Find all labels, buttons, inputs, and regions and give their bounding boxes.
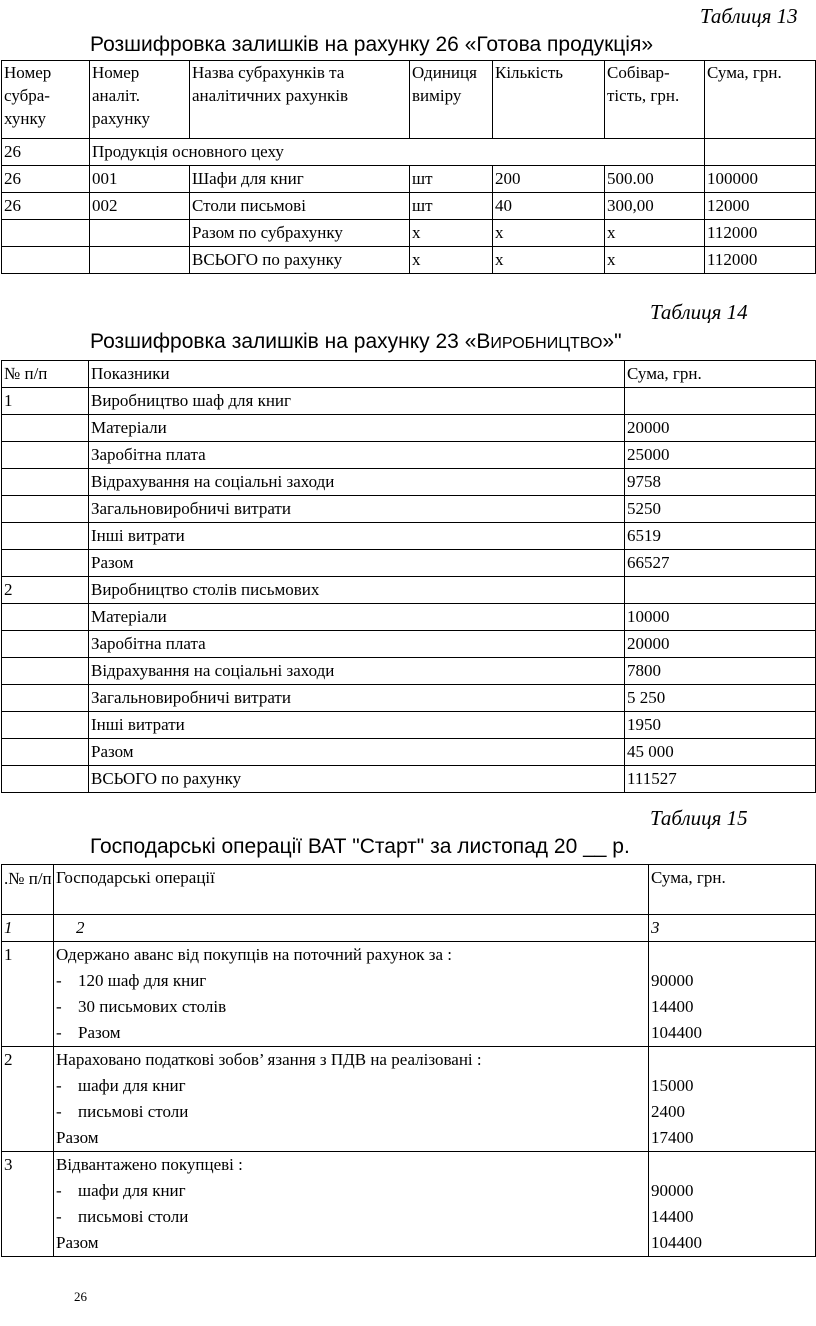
list-dash: - [56, 1207, 62, 1226]
t15-item-text: шафи для книг [78, 1076, 186, 1095]
table-15 [1, 864, 816, 1257]
table-15-label: Таблиця 15 [650, 806, 748, 830]
table-14-title-start: Розшифровка залишків на рахунку 23 «В [90, 330, 491, 353]
t14-cell: Загальновиробничі витрати [89, 685, 625, 712]
t14-cell: Разом [89, 739, 625, 766]
t13-cell: х [493, 220, 605, 247]
t15-item-sum: 90000 [651, 971, 694, 990]
t14-cell [2, 766, 89, 793]
table-row [2, 442, 816, 469]
t14-cell [2, 442, 89, 469]
t14-cell [2, 658, 89, 685]
t13-cell: 26 [2, 139, 90, 166]
table-row [2, 577, 816, 604]
table-row [2, 469, 816, 496]
list-dash: - [56, 971, 62, 990]
t14-cell [625, 388, 816, 415]
t13-cell: х [410, 220, 493, 247]
table-15-number-row [2, 915, 816, 942]
t14-cell: 45 000 [625, 739, 816, 766]
t15-op-item [56, 1230, 648, 1256]
table-row [2, 523, 816, 550]
table-row [2, 550, 816, 577]
t14-cell [2, 415, 89, 442]
t13-cell: 112000 [705, 220, 816, 247]
t15-op-number: 3 [2, 1152, 54, 1257]
t14-cell [2, 496, 89, 523]
t15-num-cell: 2 [54, 915, 649, 942]
t15-item-text: 30 письмових столів [78, 997, 227, 1016]
t13-cell: 001 [90, 166, 190, 193]
table-row [2, 739, 816, 766]
t14-cell: 6519 [625, 523, 816, 550]
t13-cell [705, 139, 816, 166]
t15-header-cell: Господарські операції [54, 865, 649, 915]
table-13-label: Таблиця 13 [700, 4, 798, 28]
t14-cell [625, 577, 816, 604]
t14-header-cell: Показники [89, 361, 625, 388]
t14-cell: 10000 [625, 604, 816, 631]
t13-cell: 200 [493, 166, 605, 193]
t13-cell [90, 220, 190, 247]
t14-cell: Матеріали [89, 604, 625, 631]
t14-cell [2, 469, 89, 496]
t14-cell: 1950 [625, 712, 816, 739]
t15-item-text: письмові столи [78, 1207, 189, 1226]
t14-cell: Загальновиробничі витрати [89, 496, 625, 523]
table-row [2, 658, 816, 685]
list-dash: - [56, 1181, 62, 1200]
t15-op-item [56, 1178, 648, 1204]
t14-cell: 20000 [625, 631, 816, 658]
t13-cell: Разом по субрахунку [190, 220, 410, 247]
list-dash: - [56, 997, 62, 1016]
t14-header-cell: № п/п [2, 361, 89, 388]
t14-cell: Виробництво столів письмових [89, 577, 625, 604]
t14-cell: Відрахування на соціальні заходи [89, 469, 625, 496]
t13-header-cell: Сума, грн. [705, 61, 816, 139]
t15-op-title: Відвантажено покупцеві : [56, 1155, 243, 1174]
table-row [2, 388, 816, 415]
table-13-header-row [2, 61, 816, 139]
t15-op-number: 1 [2, 942, 54, 1047]
table-row [2, 631, 816, 658]
t14-cell [2, 523, 89, 550]
t15-header-cell: Сума, грн. [649, 865, 816, 915]
t14-cell: 7800 [625, 658, 816, 685]
t14-cell [2, 739, 89, 766]
t15-item-sum: 2400 [651, 1102, 685, 1121]
t14-cell: Відрахування на соціальні заходи [89, 658, 625, 685]
t13-cell-section: Продукція основного цеху [90, 139, 705, 166]
t13-header-cell: Собівар-тість, грн. [605, 61, 705, 139]
t15-item-sum: 17400 [651, 1128, 694, 1147]
table-14-header-row [2, 361, 816, 388]
t13-cell: х [493, 247, 605, 274]
table-14-label: Таблиця 14 [650, 300, 748, 324]
table-15-header-row [2, 865, 816, 915]
t15-op-item [56, 1204, 648, 1230]
t13-header-cell: Кількість [493, 61, 605, 139]
table-14 [1, 360, 816, 793]
table-row [2, 193, 816, 220]
t15-op-description [54, 942, 649, 1047]
t13-cell: 500.00 [605, 166, 705, 193]
t15-op-item [56, 1099, 648, 1125]
t13-header-cell: Номер аналіт. рахунку [90, 61, 190, 139]
t15-op-title: Нараховано податкові зобов’ язання з ПДВ на реалізовані : [56, 1050, 482, 1069]
t13-cell: 40 [493, 193, 605, 220]
t15-item-text: Разом [78, 1023, 121, 1042]
t14-cell: Інші витрати [89, 712, 625, 739]
t13-cell: 26 [2, 193, 90, 220]
t15-op-description [54, 1152, 649, 1257]
t14-header-cell: Сума, грн. [625, 361, 816, 388]
t14-cell: Разом [89, 550, 625, 577]
t15-header-cell: .№ п/п [2, 865, 54, 915]
table-13 [1, 60, 816, 274]
table-row [2, 1152, 816, 1257]
list-dash: - [56, 1023, 62, 1042]
t13-cell: х [605, 220, 705, 247]
t14-cell: 5250 [625, 496, 816, 523]
t13-header-cell: Назва субрахунків та аналітичних рахунків [190, 61, 410, 139]
t15-op-title: Одержано аванс від покупців на поточний рахунок за : [56, 945, 452, 964]
t14-cell: 66527 [625, 550, 816, 577]
t13-cell: Столи письмові [190, 193, 410, 220]
t13-cell: х [605, 247, 705, 274]
t13-cell: 112000 [705, 247, 816, 274]
t13-cell: ВСЬОГО по рахунку [190, 247, 410, 274]
t15-op-item [56, 1020, 648, 1046]
table-row [2, 220, 816, 247]
t13-cell [2, 220, 90, 247]
t14-cell [2, 631, 89, 658]
t13-cell: 12000 [705, 193, 816, 220]
t15-item-text: Разом [56, 1233, 99, 1252]
t15-item-sum: 104400 [651, 1233, 702, 1252]
t15-item-sum: 15000 [651, 1076, 694, 1095]
t14-cell: 2 [2, 577, 89, 604]
t13-header-cell: Одиниця виміру [410, 61, 493, 139]
t15-num-cell: 1 [2, 915, 54, 942]
t14-cell: Заробітна плата [89, 442, 625, 469]
t15-item-sum: 14400 [651, 997, 694, 1016]
table-row [2, 604, 816, 631]
t14-cell [2, 604, 89, 631]
t13-cell: Шафи для книг [190, 166, 410, 193]
t14-cell [2, 550, 89, 577]
t15-item-text: Разом [56, 1128, 99, 1147]
t14-cell: Виробництво шаф для книг [89, 388, 625, 415]
t14-cell: Заробітна плата [89, 631, 625, 658]
t13-cell: 26 [2, 166, 90, 193]
t13-header-cell: Номер субра-хунку [2, 61, 90, 139]
t15-op-sums [649, 1047, 816, 1152]
list-dash: - [56, 1076, 62, 1095]
t14-cell: 111527 [625, 766, 816, 793]
t13-cell [90, 247, 190, 274]
t15-item-text: шафи для книг [78, 1181, 186, 1200]
t15-item-sum: 14400 [651, 1207, 694, 1226]
list-dash: - [56, 1102, 62, 1121]
t15-op-sums [649, 942, 816, 1047]
t15-op-number: 2 [2, 1047, 54, 1152]
t14-cell [2, 685, 89, 712]
t13-cell: х [410, 247, 493, 274]
table-14-title-end: »" [602, 330, 622, 353]
t13-cell: 300,00 [605, 193, 705, 220]
t13-cell: 002 [90, 193, 190, 220]
t15-item-sum: 90000 [651, 1181, 694, 1200]
table-15-title: Господарські операції ВАТ "Старт" за листопад 20 __ р. [90, 835, 630, 858]
t13-cell: шт [410, 193, 493, 220]
t15-op-sums [649, 1152, 816, 1257]
t14-cell: 5 250 [625, 685, 816, 712]
t15-op-item [56, 1073, 648, 1099]
t13-cell: 100000 [705, 166, 816, 193]
t15-item-sum: 104400 [651, 1023, 702, 1042]
t15-op-item [56, 994, 648, 1020]
t14-cell: ВСЬОГО по рахунку [89, 766, 625, 793]
t15-item-text: письмові столи [78, 1102, 189, 1121]
table-row [2, 685, 816, 712]
t14-cell: 9758 [625, 469, 816, 496]
table-14-title-smallcaps: ИРОБНИЦТВО [490, 335, 603, 352]
t15-op-item [56, 1125, 648, 1151]
table-row [2, 415, 816, 442]
table-row [2, 766, 816, 793]
table-14-title [90, 330, 622, 354]
table-row [2, 247, 816, 274]
t14-cell: Інші витрати [89, 523, 625, 550]
table-row [2, 496, 816, 523]
table-row [2, 166, 816, 193]
t15-op-item [56, 968, 648, 994]
t14-cell: 25000 [625, 442, 816, 469]
t14-cell: 1 [2, 388, 89, 415]
t13-cell: шт [410, 166, 493, 193]
page-number: 26 [74, 1289, 87, 1304]
table-row [2, 1047, 816, 1152]
table-row [2, 712, 816, 739]
t14-cell [2, 712, 89, 739]
t14-cell: Матеріали [89, 415, 625, 442]
t13-cell [2, 247, 90, 274]
t15-item-text: 120 шаф для книг [78, 971, 207, 990]
table-13-title: Розшифровка залишків на рахунку 26 «Готова продукція» [90, 33, 654, 56]
t14-cell: 20000 [625, 415, 816, 442]
table-row [2, 139, 816, 166]
t15-op-description [54, 1047, 649, 1152]
t15-num-cell: 3 [649, 915, 816, 942]
table-row [2, 942, 816, 1047]
